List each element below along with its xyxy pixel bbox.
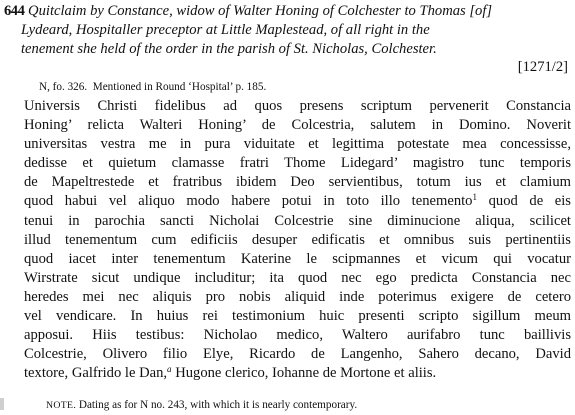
body-line-9: quod iacet inter tenementum Katerine le scipmannes et vicum qui vocatur xyxy=(24,250,571,267)
body-line-12: vel vendicare. In huius rei testimonium huic presenti scripto sigillum meum xyxy=(24,308,571,325)
entry-number: 644 xyxy=(4,3,25,19)
title-line-2: Lydeard, Hospitaller preceptor at Little Maplestead, of all right in the xyxy=(21,22,430,38)
body-line-15 xyxy=(24,364,571,383)
note-text: Dating as for N no. 243, with which it is nearly contemporary. xyxy=(78,399,358,411)
body-line-7: tenui in parochia sancti Nicholai Colcestrie sine diminucione aliqua, scilicet xyxy=(24,212,571,229)
body-line-6 xyxy=(24,192,571,211)
body-line-13: apposui. Hiis testibus: Nicholao medico, Waltero aurifabro tunc baillivis xyxy=(24,327,571,344)
source-ref: N, fo. 326. xyxy=(39,81,88,93)
body-line-4: dedisse et quietum clamasse fratri Thome Lidegard’ magistro tunc temporis xyxy=(24,155,571,172)
entry-date: [1271/2] xyxy=(517,59,568,75)
source-reference xyxy=(39,80,266,94)
body-line-1: Universis Christi fidelibus ad quos presens scriptum pervenerit Constancia xyxy=(24,98,571,114)
body-line-5: de Mapeltrestede et fratribus ibidem Deo servientibus, totum ius et clamium xyxy=(24,174,571,191)
title-line-1: Quitclaim by Constance, widow of Walter Honing of Colchester to Thomas [of] xyxy=(28,3,493,19)
title-line-3: tenement she held of the order in the parish of St. Nicholas, Colchester. xyxy=(21,41,437,57)
footnote-mark-a: a xyxy=(167,364,172,375)
body-line-15-tail: Hugone clerico, Iohanne de Mortone et aliis. xyxy=(175,365,437,382)
body-line-2: Honing’ relicta Walteri Honing’ de Colcestria, salutem in Domino. Noverit xyxy=(24,117,571,134)
heading-line-1 xyxy=(4,2,570,21)
note-label: NOTE. xyxy=(46,400,77,411)
body-line-15-text: textore, Galfrido le Dan, xyxy=(24,365,168,382)
body-line-10: Wirstrate sicut undique includitur; ita quod nec ego predicta Constancia nec xyxy=(24,269,571,286)
body-line-3: universitas vestra me in pura viduitate et legittima potestate mea concessisse, xyxy=(24,136,571,153)
entry-heading xyxy=(4,2,570,59)
source-mention: Mentioned in Round ‘Hospital’ p. 185. xyxy=(92,81,267,93)
page-edge-mark xyxy=(0,398,4,410)
editorial-note xyxy=(46,398,357,413)
body-line-11: heredes mei nec aliquis pro nobis aliquid inde poterimus exigere de cetero xyxy=(24,288,571,305)
body-line-6-text: quod habui vel aliquo modo habere potui in toto illo tenemento xyxy=(24,193,473,210)
body-line-14: Colcestrie, Olivero filio Elye, Ricardo de Langenho, Sahero decano, David xyxy=(24,346,571,363)
body-line-8: illud tenementum cum edificiis desuper edificatis et omnibus suis pertinentiis xyxy=(24,231,571,248)
body-line-6-tail: quod de eis xyxy=(488,193,571,210)
footnote-mark-1: 1 xyxy=(472,192,477,203)
charter-text xyxy=(24,97,571,383)
